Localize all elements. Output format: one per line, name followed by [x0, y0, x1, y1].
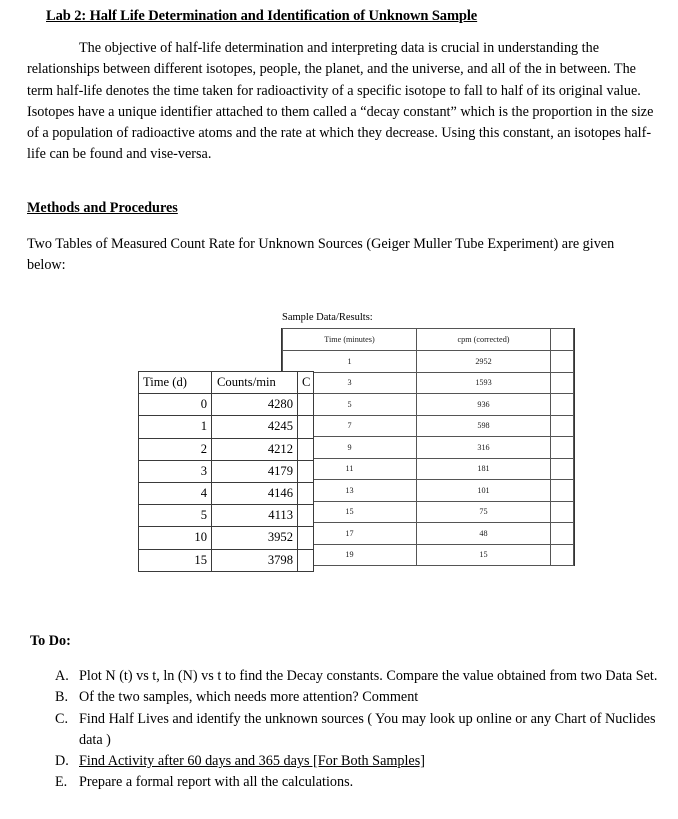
methods-and-procedures-heading: Methods and Procedures [27, 200, 178, 216]
table-cell: 4280 [212, 394, 298, 416]
table-cell [551, 501, 574, 523]
table-cell [298, 505, 314, 527]
table-cell: 75 [417, 501, 551, 523]
table-row [283, 437, 574, 459]
table-cell: 1593 [417, 372, 551, 394]
table-cell: 4 [139, 482, 212, 504]
table-cell: 3 [283, 372, 417, 394]
table-cell: 0 [139, 394, 212, 416]
table-cell: 4113 [212, 505, 298, 527]
list-item-text: Find Activity after 60 days and 365 days [For Both Samples] [79, 753, 425, 770]
list-item [55, 709, 660, 752]
table-cell: 181 [417, 458, 551, 480]
table-cell [298, 460, 314, 482]
table-cell: 15 [139, 549, 212, 571]
table-cell [298, 549, 314, 571]
table-header-cell: C [298, 372, 314, 394]
table-row [283, 394, 574, 416]
table-cell [551, 437, 574, 459]
table-header-cell: Time (minutes) [283, 329, 417, 351]
table-cell [298, 527, 314, 549]
table-cell: 101 [417, 480, 551, 502]
table-row [283, 351, 574, 373]
table-cell: 3 [139, 460, 212, 482]
todo-heading: To Do: [30, 633, 71, 649]
table-cell: 13 [283, 480, 417, 502]
table-cell [551, 480, 574, 502]
table-row [139, 416, 314, 438]
table-cell [551, 415, 574, 437]
table-cell: 598 [417, 415, 551, 437]
page-title: Lab 2: Half Life Determination and Identification of Unknown Sample [46, 8, 478, 24]
table-cell: 3798 [212, 549, 298, 571]
table-cell: 5 [283, 394, 417, 416]
table-cell [551, 544, 574, 566]
right-table [282, 328, 574, 566]
table-row [283, 544, 574, 566]
table-cell: 936 [417, 394, 551, 416]
table-cell [551, 394, 574, 416]
table-cell [551, 458, 574, 480]
table-header-row [283, 329, 574, 351]
list-item-marker: B. [55, 689, 69, 706]
table-cell [298, 482, 314, 504]
list-item-marker: C. [55, 710, 69, 727]
list-item [55, 687, 660, 708]
table-cell [298, 394, 314, 416]
table-cell: 10 [139, 527, 212, 549]
table-cell: 1 [139, 416, 212, 438]
table-header-row [139, 372, 314, 394]
table-header-cell: cpm (corrected) [417, 329, 551, 351]
sample-data-caption: Sample Data/Results: [282, 312, 373, 323]
list-item-text: Find Half Lives and identify the unknown sources ( You may look up online or any Chart of Nuclides data ) [79, 710, 656, 748]
table-cell [298, 438, 314, 460]
table-row [139, 460, 314, 482]
table-cell: 15 [283, 501, 417, 523]
list-item-marker: A. [55, 668, 69, 684]
table-row [139, 482, 314, 504]
table-row [283, 480, 574, 502]
table-cell: 19 [283, 544, 417, 566]
table-row [283, 523, 574, 545]
table-cell: 9 [283, 437, 417, 459]
sample-data-results-table [281, 328, 575, 566]
table-cell: 4212 [212, 438, 298, 460]
table-cell [298, 416, 314, 438]
list-item-text: Of the two samples, which needs more attention? Comment [79, 689, 419, 706]
table-row [139, 549, 314, 571]
table-cell: 7 [283, 415, 417, 437]
table-cell: 17 [283, 523, 417, 545]
left-table [138, 371, 314, 572]
table-cell: 15 [417, 544, 551, 566]
table-cell: 4245 [212, 416, 298, 438]
table-cell: 2 [139, 438, 212, 460]
table-row [139, 527, 314, 549]
counts-per-min-table [138, 371, 314, 572]
table-row [283, 372, 574, 394]
table-cell [551, 351, 574, 373]
intro-paragraph: The objective of half-life determination and interpreting data is crucial in understanding the relationships between different isotopes, people, the planet, and the universe, and all of the in between. The term half-life denotes the time taken for radioactivity of a specific isotope to fall to half of its original value. Isotopes have a unique identifier attached to them called a “decay constant” which is the proportion in the size of a population of radioactive atoms and the rate at which they decrease. Using this constant, an isotopes half-life can be found and vise-versa. [27, 40, 654, 163]
table-cell: 4146 [212, 482, 298, 504]
table-row [283, 458, 574, 480]
list-item-marker: E. [55, 774, 68, 791]
table-cell: 4179 [212, 460, 298, 482]
list-item [55, 772, 660, 793]
table-header-cell: Counts/min [212, 372, 298, 394]
table-cell: 3952 [212, 527, 298, 549]
list-item [55, 751, 660, 772]
table-cell [551, 523, 574, 545]
table-header-cell [551, 329, 574, 351]
methods-paragraph: Two Tables of Measured Count Rate for Unknown Sources (Geiger Muller Tube Experiment) are given below: [27, 236, 615, 274]
list-item-text: Prepare a formal report with all the calculations. [79, 774, 354, 791]
table-cell: 316 [417, 437, 551, 459]
table-cell: 5 [139, 505, 212, 527]
table-cell: 48 [417, 523, 551, 545]
list-item [55, 666, 660, 687]
table-header-cell: Time (d) [139, 372, 212, 394]
table-row [283, 415, 574, 437]
table-cell: 2952 [417, 351, 551, 373]
table-row [139, 505, 314, 527]
table-cell [551, 372, 574, 394]
todo-list [55, 666, 660, 794]
list-item-marker: D. [55, 753, 69, 770]
list-item-text: Plot N (t) vs t, ln (N) vs t to find the Decay constants. Compare the value obtained from two Data Set. [79, 668, 658, 684]
table-row [139, 438, 314, 460]
table-cell: 1 [283, 351, 417, 373]
table-cell: 11 [283, 458, 417, 480]
table-row [283, 501, 574, 523]
table-row [139, 394, 314, 416]
